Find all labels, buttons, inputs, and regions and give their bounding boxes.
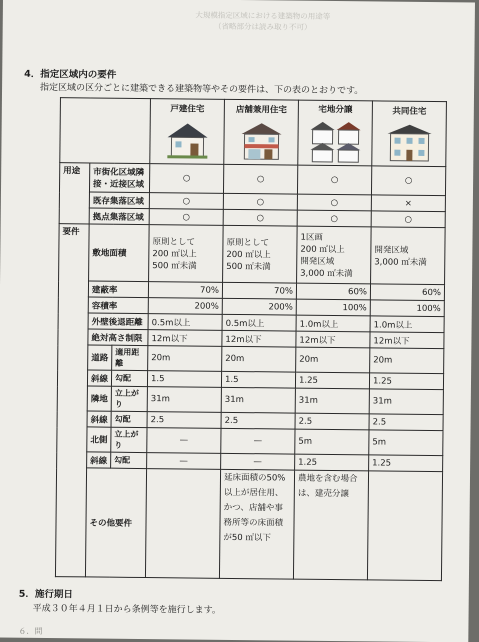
row-label: 拠点集落区域 xyxy=(89,208,149,225)
apartment-icon xyxy=(384,122,434,165)
table-cell: 20m xyxy=(148,346,222,372)
section-4-heading: 4．指定区域内の要件 xyxy=(24,68,117,81)
group-req-cell: 要件 xyxy=(55,224,89,577)
row-label: その他要件 xyxy=(85,468,146,578)
sub-row-label: 勾配 xyxy=(111,411,147,427)
table-cell: 5m xyxy=(369,430,443,456)
faint-line: 大規模指定区域における建築物の用途等 xyxy=(195,10,331,21)
table-cell: — xyxy=(221,453,295,470)
table-row xyxy=(55,468,442,581)
table-cell: 2.5 xyxy=(295,413,369,430)
row-label: 容積率 xyxy=(88,297,148,314)
table-header-row xyxy=(60,98,447,167)
sub-group-label: 斜線 xyxy=(87,411,111,427)
table-cell: ○ xyxy=(297,194,371,211)
table-cell: 31m xyxy=(147,387,221,413)
sub-group-label: 北側 xyxy=(87,427,111,452)
section-5-text: 平成３０年４月１日から条例等を施行します。 xyxy=(32,603,221,616)
table-cell: — xyxy=(221,428,295,454)
faint-header xyxy=(73,8,453,34)
table-cell: ○ xyxy=(297,165,371,195)
row-label: 外壁後退距離 xyxy=(88,313,148,330)
table-cell: ○ xyxy=(371,211,445,228)
sub-group-label: 斜線 xyxy=(87,452,111,468)
table-cell: 5m xyxy=(295,429,369,455)
table-cell: 200% xyxy=(148,298,222,315)
table-cell: 31m xyxy=(295,388,369,414)
column-header-detached: 戸建住宅 xyxy=(150,99,225,165)
table-cell: 200% xyxy=(222,298,296,315)
table-cell: 0.5m以上 xyxy=(148,314,222,331)
table-cell: 1.25 xyxy=(369,373,443,390)
table-cell: 60% xyxy=(296,283,370,300)
table-cell: 70% xyxy=(148,282,222,299)
table-cell: 0.5m以上 xyxy=(222,314,296,331)
sub-group-label: 道路 xyxy=(88,345,112,370)
table-cell: 70% xyxy=(222,282,296,299)
table-row xyxy=(59,224,446,285)
table-cell: 31m xyxy=(221,387,295,413)
sub-row-label: 立上がり xyxy=(111,427,147,452)
row-label: 市街化区域隣接・近接区域 xyxy=(89,163,149,193)
table-cell: 20m xyxy=(296,347,370,373)
table-cell: 20m xyxy=(370,348,444,374)
table-cell: ○ xyxy=(371,166,445,196)
table-cell: 2.5 xyxy=(147,412,221,429)
section-5-heading: 5．施行期日 xyxy=(18,588,73,601)
table-cell: ○ xyxy=(223,209,297,226)
table-cell: 100% xyxy=(370,300,444,317)
row-label: 既存集落区域 xyxy=(89,192,149,209)
table-cell: — xyxy=(147,428,221,454)
table-cell: 1.0m以上 xyxy=(370,316,444,333)
sub-row-label: 立上がり xyxy=(111,386,147,411)
table-cell: 1.5 xyxy=(221,371,295,388)
sub-group-label: 斜線 xyxy=(87,370,111,386)
table-cell: 2.5 xyxy=(369,414,443,431)
table-cell: 開発区域 3,000 ㎡未満 xyxy=(371,227,446,285)
detached-house-icon xyxy=(163,119,211,162)
table-cell: 20m xyxy=(222,346,296,372)
section-4-intro: 指定区域の区分ごとに建築できる建築物等やその要件は、下の表のとおりです。 xyxy=(40,82,364,97)
table-cell: 60% xyxy=(370,284,444,301)
table-cell xyxy=(367,471,442,581)
sub-row-label: 勾配 xyxy=(111,452,147,468)
table-row xyxy=(59,163,445,196)
sub-group-label: 隣地 xyxy=(87,386,111,411)
row-label: 敷地面積 xyxy=(89,224,150,282)
table-cell: 農地を含む場合は、建売分譲 xyxy=(293,470,368,580)
table-cell: 2.5 xyxy=(221,412,295,429)
table-cell: — xyxy=(147,453,221,470)
table-cell: ○ xyxy=(223,193,297,210)
bottom-fragment: ６．問 xyxy=(18,626,43,636)
row-label: 建蔽率 xyxy=(88,281,148,298)
table-cell: 原則として 200 ㎡以上 500 ㎡未満 xyxy=(149,225,224,283)
table-cell: 1.25 xyxy=(295,454,369,471)
table-cell: 1.25 xyxy=(369,455,443,472)
table-cell: 1区画 200 ㎡以上 開発区域 3,000 ㎡未満 xyxy=(297,226,372,284)
header-empty-cell xyxy=(60,98,151,164)
table-cell: ○ xyxy=(297,210,371,227)
shop-house-icon xyxy=(237,120,285,163)
table-cell: 12m以下 xyxy=(148,330,222,347)
group-use-cell: 用途 xyxy=(59,163,90,224)
table-cell: ○ xyxy=(149,164,223,194)
subdivision-houses-icon xyxy=(308,120,362,165)
column-header-apartment: 共同住宅 xyxy=(372,101,447,167)
table-cell: 12m以下 xyxy=(370,332,444,349)
table-cell: 12m以下 xyxy=(296,331,370,348)
table-cell: ○ xyxy=(223,164,297,194)
column-header-subdivision: 宅地分譲 xyxy=(298,100,373,166)
table-cell: 1.0m以上 xyxy=(296,315,370,332)
table-cell xyxy=(145,469,220,579)
table-cell: 1.25 xyxy=(295,372,369,389)
table-cell: ○ xyxy=(149,209,223,226)
faint-line: （省略部分は読み取り不可） xyxy=(213,21,312,32)
table-cell: 1.5 xyxy=(147,371,221,388)
table-cell: × xyxy=(371,195,445,212)
table-cell: 100% xyxy=(296,299,370,316)
column-header-shop: 店舗兼用住宅 xyxy=(224,99,299,165)
sub-row-label: 勾配 xyxy=(111,370,147,386)
requirements-table xyxy=(55,97,447,581)
table-cell: 31m xyxy=(369,389,443,415)
table-cell: 12m以下 xyxy=(222,330,296,347)
table-cell: ○ xyxy=(149,193,223,210)
table-cell: 延床面積の50%以上が居住用、かつ、店舗や事務所等の床面積が50 ㎡以下 xyxy=(219,469,294,579)
row-label: 絶対高さ制限 xyxy=(88,329,148,346)
table-cell: 原則として 200 ㎡以上 500 ㎡未満 xyxy=(223,225,298,283)
sub-row-label: 適用距離 xyxy=(112,345,148,370)
